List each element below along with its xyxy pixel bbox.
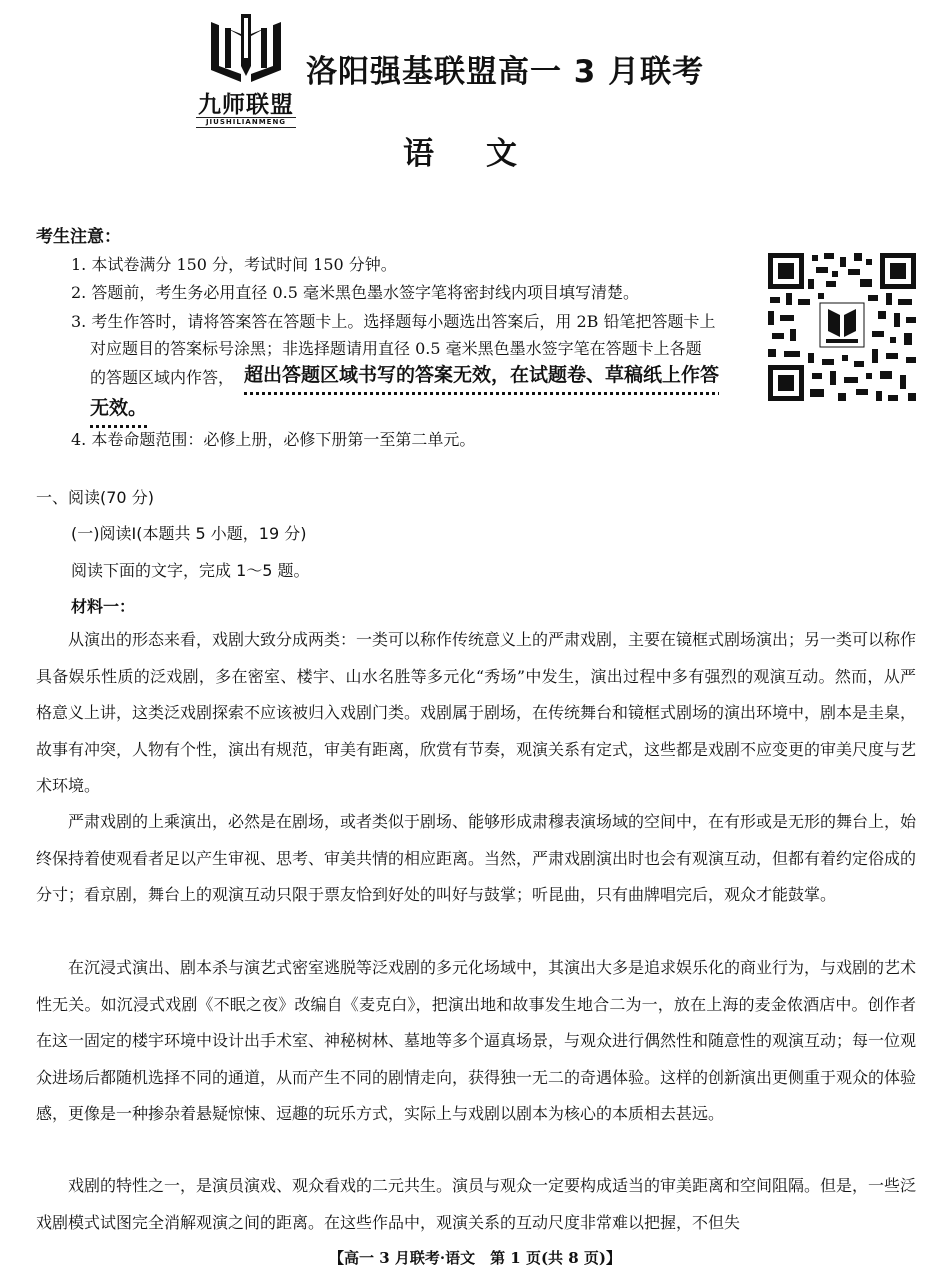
- exam-title: 洛阳强基联盟高一 3 月联考: [306, 54, 705, 90]
- notice-item-3-cont2: 的答题区域内作答，: [90, 368, 235, 387]
- notice-heading: 考生注意：: [36, 227, 121, 247]
- section-heading: 一、阅读(70 分): [36, 488, 154, 507]
- paragraph-2: 严肃戏剧的上乘演出，必然是在剧场，或者类似于剧场、能够形成肃穆表演场域的空间中，在有形或是无形的舞台上，始终保持着使观看者足以产生审视、思考、审美共情的相应距离。当然，严肃戏剧演出时也会有观演互动，但都有着约定俗成的分寸；看京剧，舞台上的观演互动只限于票友恰到好处的叫好与鼓掌；听昆曲，只有曲牌唱完后，观众才能鼓掌。: [36, 812, 917, 904]
- paragraph-4: 戏剧的特性之一，是演员演戏、观众看戏的二元共生。演员与观众一定要构成适当的审美距离和空间阻隔。但是，一些泛戏剧模式试图完全消解观演之间的距离。在这些作品中，观演关系的互动尺度非常难以把握，不但失: [36, 1176, 917, 1232]
- notice-item-4: 4. 本卷命题范围：必修上册，必修下册第一至第二单元。: [71, 430, 476, 449]
- notice-item-2: 2. 答题前，考生务必用直径 0.5 毫米黑色墨水签字笔将密封线内项目填写清楚。: [71, 283, 639, 302]
- notice-emphasis: 超出答题区域书写的答案无效，在试题卷、草稿纸上作答: [244, 364, 720, 386]
- book-pen-logo-icon: [207, 10, 285, 84]
- paragraph-3: 在沉浸式演出、剧本杀与演艺式密室逃脱等泛戏剧的多元化场域中，其演出大多是追求娱乐化的商业行为，与戏剧的艺术性无关。如沉浸式戏剧《不眠之夜》改编自《麦克白》，把演出地和故事发生地合二为一，放在上海的麦金侬酒店中。创作者在这一固定的楼宇环境中设计出手术室、神秘树林、墓地等多个逼真场景，与观众进行偶然性和随意性的观演互动；每一位观众进场后都随机选择不同的通道，从而产生不同的剧情走向，获得独一无二的奇遇体验。这样的创新演出更侧重于观众的体验感，更像是一种掺杂着悬疑惊悚、逗趣的玩乐方式，实际上与戏剧以剧本为核心的本质相去甚远。: [36, 958, 917, 1123]
- notice-emphasis-end: 无效。: [90, 397, 148, 419]
- material-label: 材料一：: [71, 597, 136, 616]
- subject-title: 语文: [403, 136, 569, 172]
- subsection-heading: (一)阅读Ⅰ(本题共 5 小题，19 分): [71, 524, 307, 543]
- reading-instruction: 阅读下面的文字，完成 1～5 题。: [71, 561, 310, 580]
- logo-subtitle: JIUSHILIANMENG: [196, 117, 296, 128]
- notice-item-3: 3. 考生作答时，请将答案答在答题卡上。选择题每小题选出答案后，用 2B 铅笔把答题卡上: [71, 312, 716, 331]
- notice-item-3-cont: 对应题目的答案标号涂黑；非选择题请用直径 0.5 毫米黑色墨水签字笔在答题卡上各题: [90, 339, 702, 358]
- logo-name: 九师联盟: [198, 92, 294, 118]
- page-footer: 【高一 3 月联考·语文 第 1 页(共 8 页)】: [328, 1249, 622, 1267]
- paragraph-1: 从演出的形态来看，戏剧大致分成两类：一类可以称作传统意义上的严肃戏剧，主要在镜框式剧场演出；另一类可以称作具备娱乐性质的泛戏剧，多在密室、楼宇、山水名胜等多元化“秀场”中发生，演出过程中多有强烈的观演互动。然而，从严格意义上讲，这类泛戏剧探索不应该被归入戏剧门类。戏剧属于剧场，在传统舞台和镜框式剧场的演出环境中，剧本是圭臬，故事有冲突，人物有个性，演出有规范，审美有距离，欣赏有节奏，观演关系有定式，这些都是戏剧不应变更的审美尺度与艺术环境。: [36, 630, 917, 795]
- qr-code-icon: [768, 253, 916, 401]
- notice-item-1: 1. 本试卷满分 150 分，考试时间 150 分钟。: [71, 255, 397, 274]
- jiushi-logo: [192, 10, 300, 128]
